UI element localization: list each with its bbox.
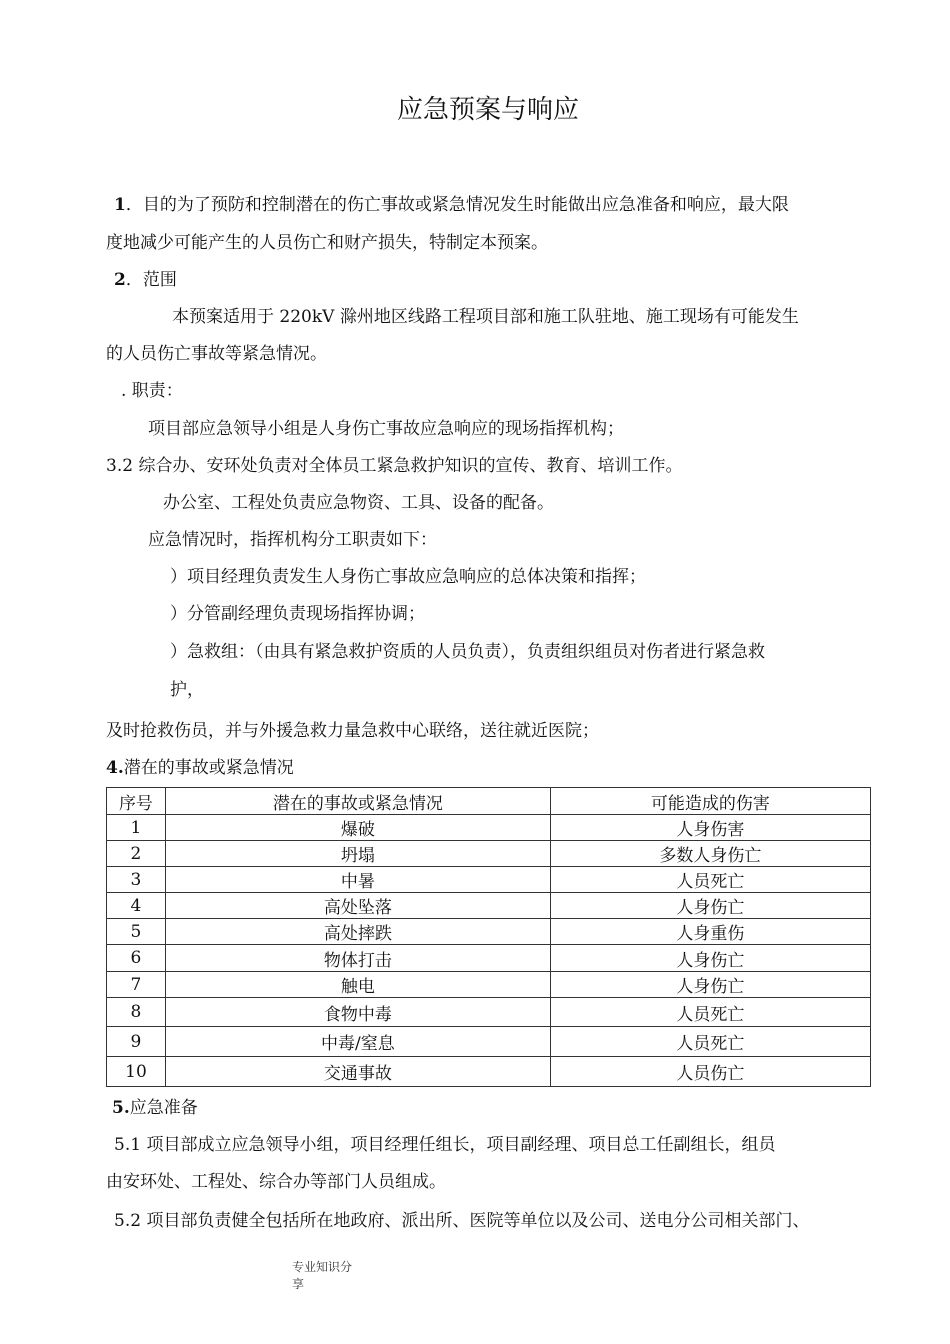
hazard-table xyxy=(106,787,871,1087)
table-row xyxy=(107,1027,871,1057)
section-2-heading xyxy=(114,270,177,290)
row-harm: 人身伤害 xyxy=(550,815,870,841)
table-row xyxy=(107,867,871,893)
row-index: 5 xyxy=(107,919,166,945)
row-harm: 人员死亡 xyxy=(550,998,870,1027)
table-row xyxy=(107,998,871,1027)
row-index: 9 xyxy=(107,1027,166,1057)
row-hazard: 爆破 xyxy=(165,815,550,841)
row-index: 3 xyxy=(107,867,166,893)
table-row xyxy=(107,815,871,841)
section-4-heading xyxy=(106,758,294,778)
row-index: 2 xyxy=(107,841,166,867)
section-5-paragraph-2: 5.2 项目部负责健全包括所在地政府、派出所、医院等单位以及公司、送电分公司相关部门、 xyxy=(114,1211,810,1231)
footer-note xyxy=(292,1259,352,1293)
section-5-paragraph-1: 5.1 项目部成立应急领导小组，项目经理任组长，项目副经理、项目总工任副组长，组员 xyxy=(114,1135,776,1155)
row-index: 4 xyxy=(107,893,166,919)
section-1-line-1 xyxy=(114,195,789,215)
section-3-item-3: ）急救组：（由具有紧急救护资质的人员负责），负责组织组员对伤者进行紧急救 xyxy=(170,642,765,662)
row-index: 6 xyxy=(107,945,166,972)
section-5-title: 应急准备 xyxy=(129,1098,198,1118)
row-index: 10 xyxy=(107,1057,166,1087)
row-harm: 多数人身伤亡 xyxy=(550,841,870,867)
section-4-number: 4. xyxy=(106,758,124,778)
page-title: 应急预案与响应 xyxy=(396,95,579,125)
section-2-number: 2 xyxy=(114,270,126,290)
row-hazard: 物体打击 xyxy=(165,945,550,972)
row-harm: 人员伤亡 xyxy=(550,1057,870,1087)
row-harm: 人身伤亡 xyxy=(550,893,870,919)
row-index: 7 xyxy=(107,972,166,998)
section-1-text: ．目的为了预防和控制潜在的伤亡事故或紧急情况发生时能做出应急准备和响应，最大限 xyxy=(125,195,789,215)
footer-line-2: 享 xyxy=(292,1277,305,1291)
header-index: 序号 xyxy=(107,788,166,815)
section-5-number: 5. xyxy=(112,1098,130,1118)
section-2-title: ．范围 xyxy=(125,270,177,290)
row-harm: 人员死亡 xyxy=(550,867,870,893)
table-row xyxy=(107,972,871,998)
section-4-title: 潜在的事故或紧急情况 xyxy=(123,758,294,778)
section-2-line-2: 的人员伤亡事故等紧急情况。 xyxy=(106,344,327,364)
header-hazard: 潜在的事故或紧急情况 xyxy=(165,788,550,815)
section-1-line-2: 度地减少可能产生的人员伤亡和财产损失，特制定本预案。 xyxy=(106,233,548,253)
row-hazard: 坍塌 xyxy=(165,841,550,867)
table-header-row xyxy=(107,788,871,815)
row-hazard: 食物中毒 xyxy=(165,998,550,1027)
row-hazard: 交通事故 xyxy=(165,1057,550,1087)
row-hazard: 中毒/窒息 xyxy=(165,1027,550,1057)
section-3-heading: . 职责： xyxy=(121,381,183,401)
row-index: 1 xyxy=(107,815,166,841)
row-hazard: 高处摔跌 xyxy=(165,919,550,945)
section-5-heading xyxy=(112,1098,198,1118)
row-index: 8 xyxy=(107,998,166,1027)
table-row xyxy=(107,945,871,972)
section-1-number: 1 xyxy=(114,195,126,215)
footer-line-1: 专业知识分 xyxy=(292,1260,353,1274)
table-row xyxy=(107,1057,871,1087)
section-3-paragraph-5: 及时抢救伤员，并与外援急救力量急救中心联络，送往就近医院； xyxy=(106,721,599,741)
section-3-paragraph-3: 办公室、工程处负责应急物资、工具、设备的配备。 xyxy=(163,493,554,513)
row-harm: 人身伤亡 xyxy=(550,972,870,998)
row-hazard: 高处坠落 xyxy=(165,893,550,919)
section-3-paragraph-4: 应急情况时，指挥机构分工职责如下： xyxy=(148,530,437,550)
section-3-paragraph-2: 3.2 综合办、安环处负责对全体员工紧急救护知识的宣传、教育、培训工作。 xyxy=(106,456,683,476)
row-harm: 人员死亡 xyxy=(550,1027,870,1057)
section-2-line-1: 本预案适用于 220kV 滁州地区线路工程项目部和施工队驻地、施工现场有可能发生 xyxy=(172,307,799,327)
row-harm: 人身重伤 xyxy=(550,919,870,945)
section-3-item-1: ）项目经理负责发生人身伤亡事故应急响应的总体决策和指挥； xyxy=(170,567,646,587)
table-row xyxy=(107,893,871,919)
section-3-paragraph-1: 项目部应急领导小组是人身伤亡事故应急响应的现场指挥机构； xyxy=(148,419,624,439)
row-harm: 人身伤亡 xyxy=(550,945,870,972)
row-hazard: 中暑 xyxy=(165,867,550,893)
header-harm: 可能造成的伤害 xyxy=(550,788,870,815)
section-3-item-2: ）分管副经理负责现场指挥协调； xyxy=(170,604,425,624)
row-hazard: 触电 xyxy=(165,972,550,998)
table-row xyxy=(107,841,871,867)
section-3-item-3-cont: 护， xyxy=(170,680,204,700)
table-row xyxy=(107,919,871,945)
section-5-paragraph-1-cont: 由安环处、工程处、综合办等部门人员组成。 xyxy=(106,1172,446,1192)
